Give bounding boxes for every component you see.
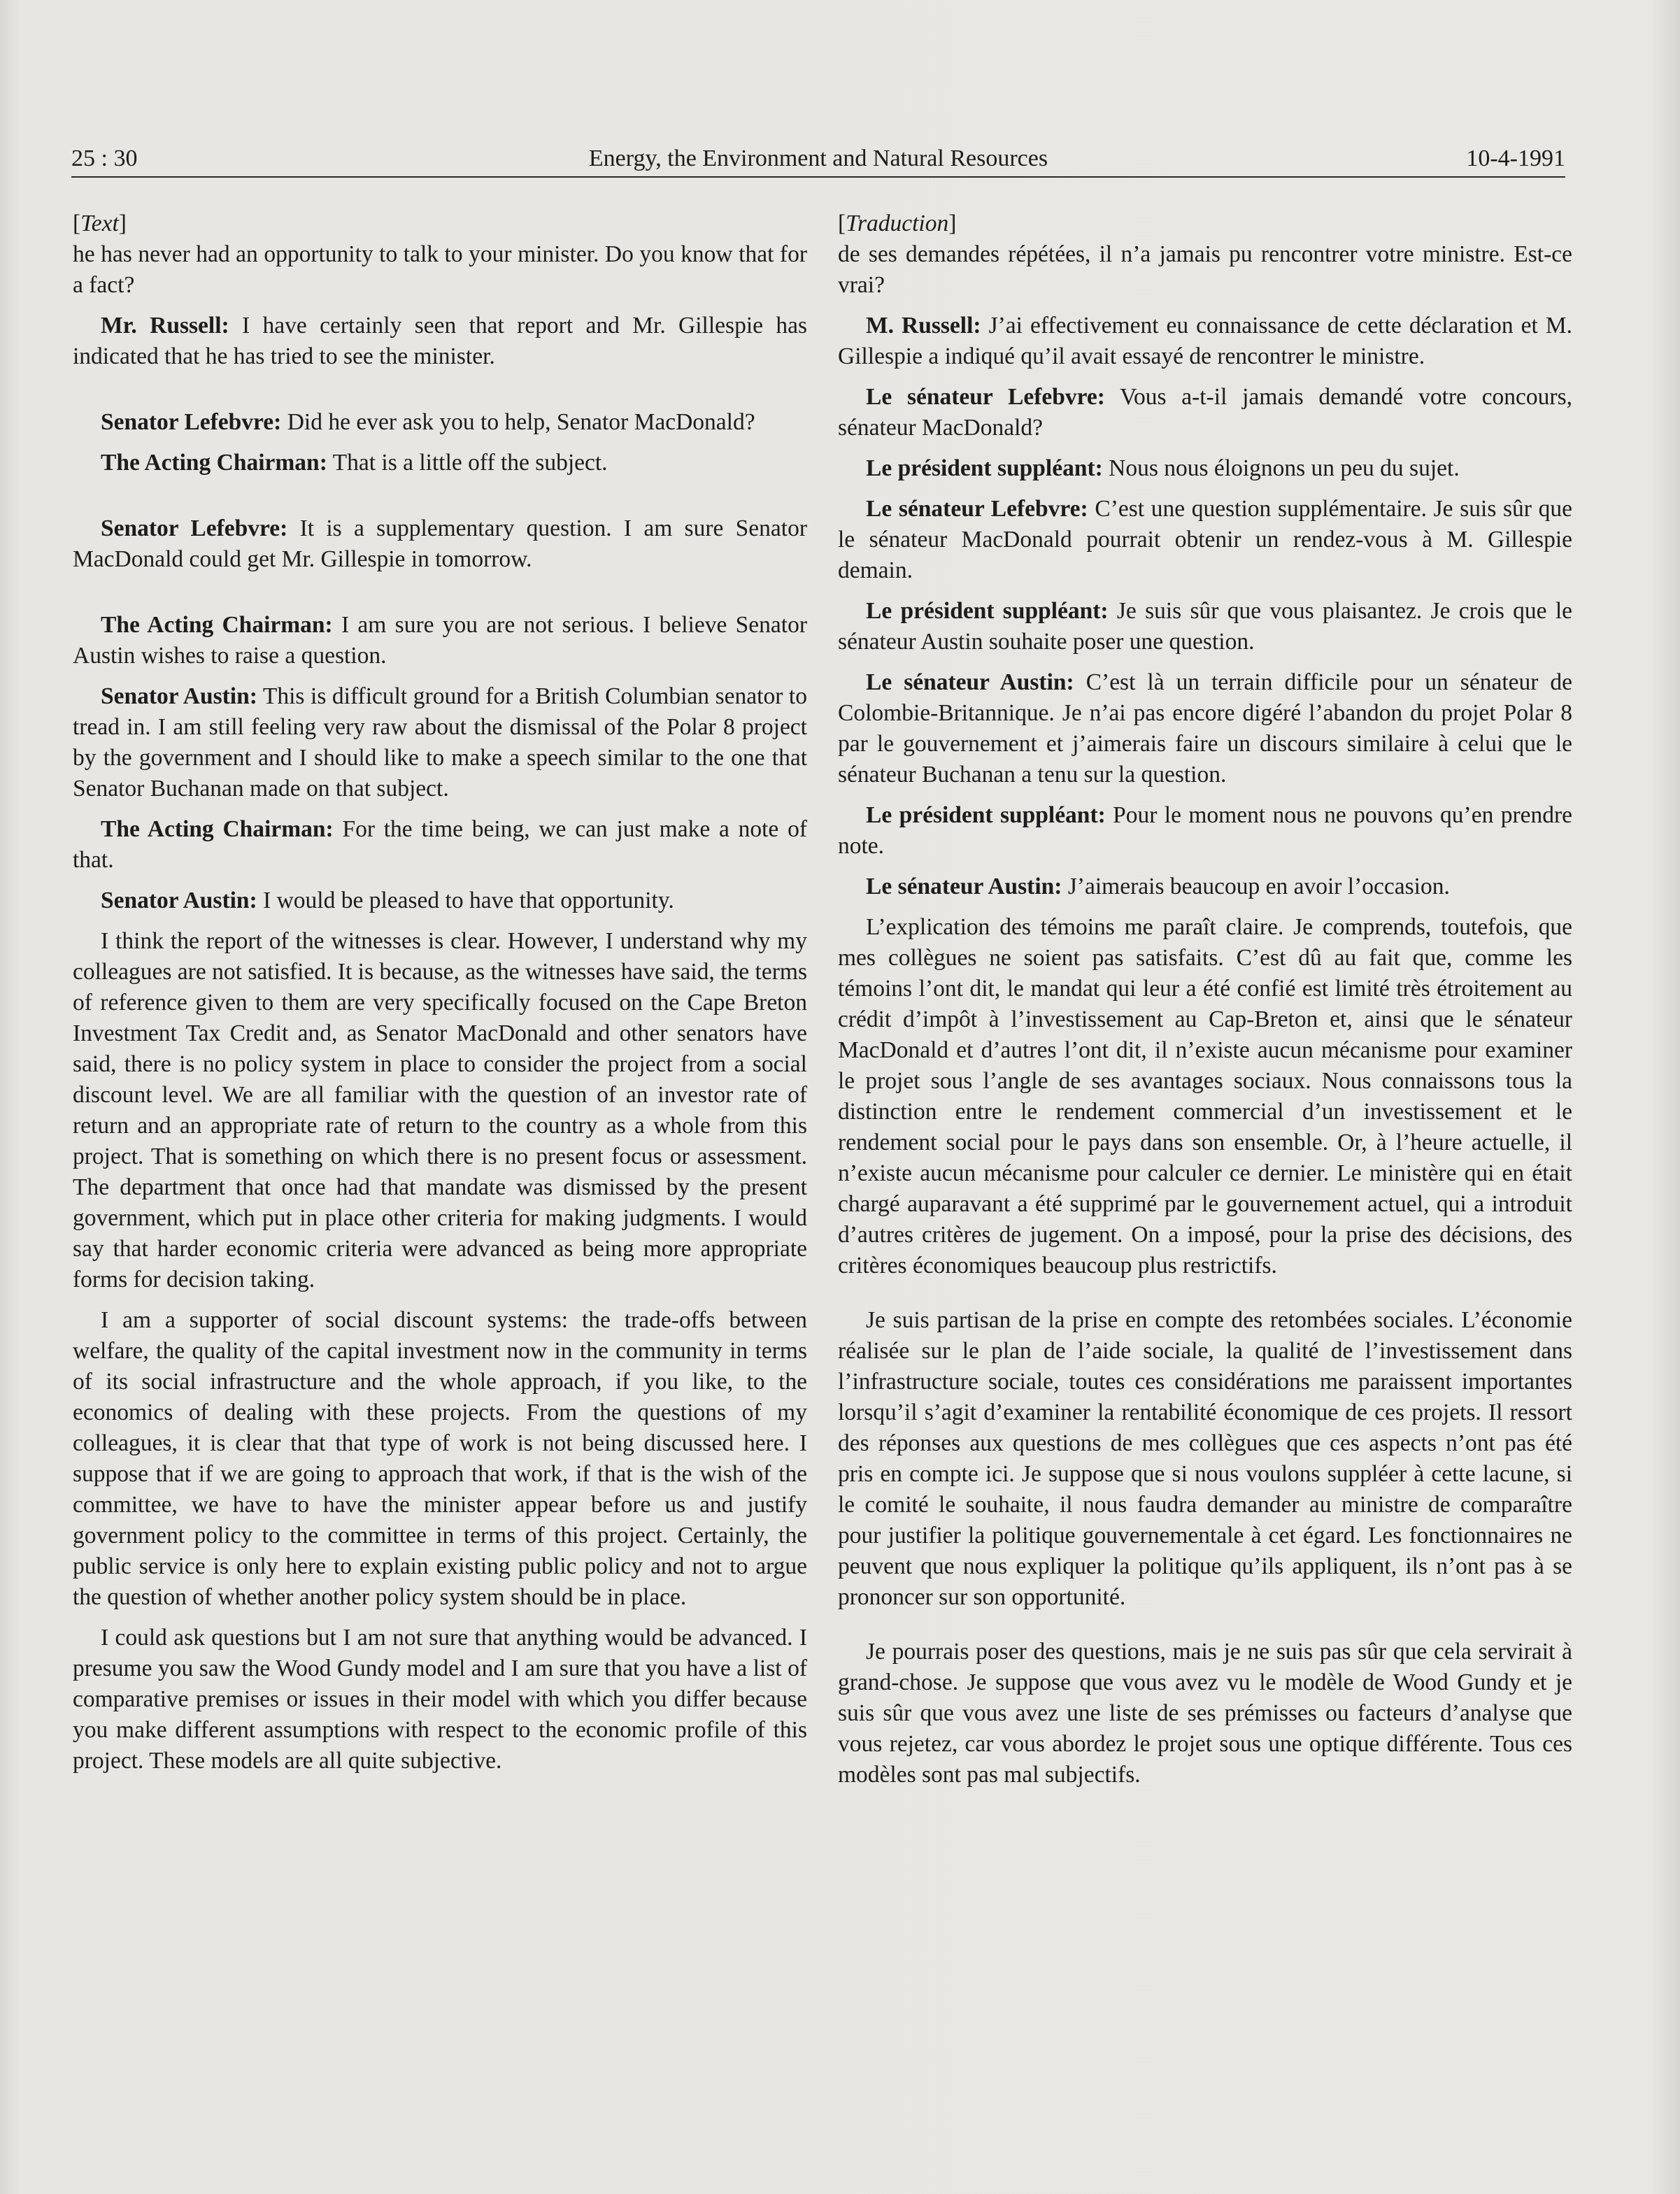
paragraph-text: Did he ever ask you to help, Senator MacDonald?	[287, 409, 755, 435]
paragraph	[838, 239, 1572, 301]
speaker-paragraph	[838, 800, 1572, 862]
paragraph-text: C’est une question supplémentaire. Je suis sûr que le sénateur MacDonald pourrait obtenir un rendez-vous à M. Gillespie demain.	[838, 496, 1572, 583]
paragraph	[73, 1305, 807, 1613]
speaker-paragraph	[838, 453, 1572, 484]
paragraph-text: I am a supporter of social discount systems: the trade-offs between welfare, the quality of the capital investment now in the community in terms of its social infrastructure and the whole approach, if you like, to the economics of dealing with these projects. From the questions of my colleagues, it is clear that that type of work is not being discussed here. I suppose that if we are going to approach that work, if that is the wish of the committee, we have to have the minister appear before us and justify government policy to the committee in terms of this project. Certainly, the public service is only here to explain existing public policy and not to argue the question of whether another policy system should be in place.	[73, 1307, 807, 1610]
speaker-name: The Acting Chairman:	[101, 612, 333, 638]
paragraph-text: J’aimerais beaucoup en avoir l’occasion.	[1067, 874, 1450, 899]
section-marker-text: [Text]	[73, 211, 127, 236]
speaker-paragraph	[73, 311, 807, 372]
paragraph-text: This is difficult ground for a British Columbian senator to tread in. I am still feeling very raw about the dismissal of the Polar 8 project by the government and I should like to make a speech similar to the one that Senator Buchanan made on that subject.	[73, 683, 807, 802]
publication-date: 10-4-1991	[1466, 145, 1565, 171]
paragraph-text: Nous nous éloignons un peu du sujet.	[1109, 455, 1460, 481]
speaker-paragraph	[73, 448, 807, 478]
speaker-name: The Acting Chairman:	[101, 450, 327, 476]
paragraph-text: Pour le moment nous ne pouvons qu’en prendre note.	[838, 802, 1573, 859]
paragraph	[73, 926, 807, 1295]
paragraph	[73, 239, 807, 301]
speaker-paragraph	[838, 596, 1572, 657]
paragraph-text: I am sure you are not serious. I believe Senator Austin wishes to raise a question.	[73, 612, 807, 669]
speaker-paragraph	[73, 885, 807, 916]
paragraph-text: That is a little off the subject.	[332, 450, 608, 476]
paragraph-text: For the time being, we can just make a note of that.	[73, 816, 807, 873]
speaker-name: Mr. Russell:	[101, 313, 229, 339]
page-header	[71, 137, 1565, 178]
speaker-name: Senator Austin:	[101, 888, 257, 913]
paragraph-text: I could ask questions but I am not sure that anything would be advanced. I presume you saw the Wood Gundy model and I am sure that you have a list of comparative premises or issues in their model with which you differ because you make different assumptions with respect to the economic profile of this project. These models are all quite subjective.	[73, 1625, 807, 1774]
speaker-name: M. Russell:	[866, 313, 981, 339]
paragraph-text: L’explication des témoins me paraît claire. Je comprends, toutefois, que mes collègues ne soient pas satisfaits. C’est dû au fait que, comme les témoins l’ont dit, le mandat qui leur a été confié est limité très étroitement au crédit d’impôt à l’investissement au Cap-Breton et, ainsi que le sénateur MacDonald et d’autres l’ont dit, il n’existe aucun mécanisme pour examiner le projet sous l’angle de ses avantages sociaux. Nous connaissons tous la distinction entre le rendement commercial d’un investissement et le rendement social pour le pays dans son ensemble. Or, à l’heure actuelle, il n’existe aucun mécanisme pour calculer ce dernier. Le ministère qui en était chargé auparavant a été supprimé par le gouvernement actuel, qui a introduit d’autres critères de jugement. On a imposé, pour la prise des décisions, des critères économiques beaucoup plus restrictifs.	[838, 914, 1572, 1278]
paragraph-text: I think the report of the witnesses is clear. However, I understand why my colleagues are not satisfied. It is because, as the witnesses have said, the terms of reference given to them are very specifically focused on the Cape Breton Investment Tax Credit and, as Senator MacDonald and other senators have said, there is no policy system in place to consider the project from a social discount level. We are all familiar with the question of an investor rate of return and an appropriate rate of return to the country as a whole from this project. That is something on which there is no present focus or assessment. The department that once had that mandate was dismissed by the present government, which put in place other criteria for making judgments. I would say that harder economic criteria were advanced as being more appropriate forms for decision taking.	[73, 928, 807, 1292]
speaker-paragraph	[73, 407, 807, 438]
speaker-paragraph	[838, 667, 1572, 790]
paragraph-text: he has never had an opportunity to talk to your minister. Do you know that for a fact?	[73, 241, 807, 298]
page-number: 25 : 30	[71, 145, 138, 171]
paragraph-text: Je pourrais poser des questions, mais je ne suis pas sûr que cela servirait à grand-chose. Je suppose que vous avez vu le modèle de Wood Gundy et je suis sûr que vous avez une liste de ses prémisses ou facteurs d’analyse que vous rejetez, car vous abordez le projet sous une optique différente. Tous ces modèles sont pas mal subjectifs.	[838, 1639, 1572, 1788]
english-column	[73, 208, 807, 1776]
publication-title: Energy, the Environment and Natural Resources	[588, 145, 1048, 171]
section-marker-traduction: [Traduction]	[838, 211, 957, 236]
speaker-paragraph	[838, 871, 1572, 902]
speaker-paragraph	[838, 382, 1572, 443]
paragraph	[838, 1305, 1572, 1613]
speaker-name: Le sénateur Lefebvre:	[866, 384, 1105, 410]
paragraph	[73, 1623, 807, 1776]
paragraph-text: Je suis sûr que vous plaisantez. Je crois que le sénateur Austin souhaite poser une question.	[838, 598, 1573, 655]
paragraph-text: I have certainly seen that report and Mr. Gillespie has indicated that he has tried to see the minister.	[73, 313, 808, 369]
paragraph-text: It is a supplementary question. I am sure Senator MacDonald could get Mr. Gillespie in tomorrow.	[73, 515, 807, 572]
speaker-paragraph	[73, 681, 807, 804]
paragraph-text: Vous a-t-il jamais demandé votre concours, sénateur MacDonald?	[838, 384, 1572, 441]
speaker-name: Le sénateur Austin:	[866, 669, 1074, 695]
speaker-name: Le président suppléant:	[866, 598, 1109, 624]
speaker-name: The Acting Chairman:	[101, 816, 334, 842]
speaker-name: Le sénateur Lefebvre:	[866, 496, 1088, 522]
paragraph-text: de ses demandes répétées, il n’a jamais pu rencontrer votre ministre. Est-ce vrai?	[838, 241, 1572, 298]
paragraph	[838, 912, 1572, 1281]
paragraph-text: Je suis partisan de la prise en compte des retombées sociales. L’économie réalisée sur le plan de l’aide sociale, la qualité de l’investissement dans l’infrastructure sociale, toutes ces considérations me paraissent importantes lorsqu’il s’agit d’examiner la rentabilité économique de ces projets. Il ressort des réponses aux questions de mes collègues que ces aspects n’ont pas été pris en compte ici. Je suppose que si nous voulons suppléer à cette lacune, si le comité le souhaite, il nous faudra demander au ministre de comparaître pour justifier la politique gouvernementale à cet égard. Les fonctionnaires ne peuvent que nous expliquer la politique qu’ils appliquent, ils n’ont pas à se prononcer sur son opportunité.	[838, 1307, 1572, 1610]
speaker-paragraph	[838, 311, 1572, 372]
speaker-name: Le président suppléant:	[866, 802, 1106, 828]
speaker-name: Senator Austin:	[101, 683, 257, 709]
paragraph-text: C’est là un terrain difficile pour un sénateur de Colombie-Britannique. Je n’ai pas encore digéré l’abandon du projet Polar 8 par le gouvernement et j’aimerais faire un discours similaire à celui que le sénateur Buchanan a tenu sur la question.	[838, 669, 1573, 788]
speaker-name: Senator Lefebvre:	[101, 409, 282, 435]
speaker-name: Le président suppléant:	[866, 455, 1103, 481]
speaker-paragraph	[838, 494, 1572, 586]
speaker-paragraph	[73, 610, 807, 671]
speaker-paragraph	[73, 513, 807, 575]
speaker-name: Senator Lefebvre:	[101, 515, 288, 541]
paragraph-text: I would be pleased to have that opportunity.	[263, 888, 674, 913]
speaker-name: Le sénateur Austin:	[866, 874, 1062, 899]
paragraph-text: J’ai effectivement eu connaissance de cette déclaration et M. Gillespie a indiqué qu’il avait essayé de rencontrer le ministre.	[838, 313, 1573, 369]
speaker-paragraph	[73, 814, 807, 876]
paragraph	[838, 1637, 1572, 1790]
french-column	[838, 208, 1572, 1790]
